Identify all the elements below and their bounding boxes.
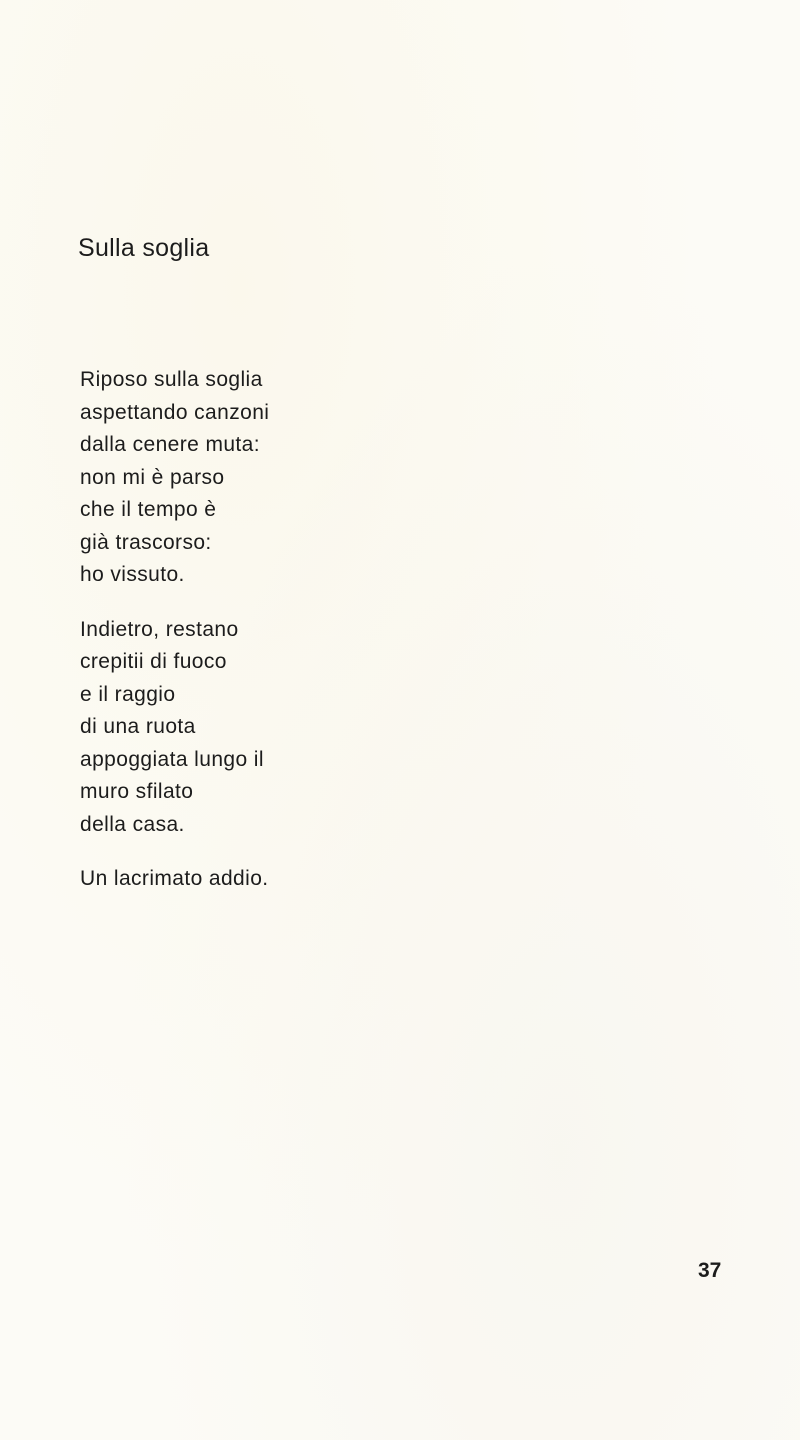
poem-line: già trascorso:	[80, 530, 212, 554]
poem-line: Un lacrimato addio.	[80, 867, 269, 890]
poem-line: che il tempo è	[80, 498, 217, 521]
poem-line: di una ruota	[80, 715, 196, 738]
poem-line: della casa.	[80, 812, 185, 836]
poem-line: dalla cenere muta:	[80, 433, 260, 456]
poem-line: Indietro, restano	[80, 617, 239, 641]
poem-line: Riposo sulla soglia	[80, 368, 263, 391]
poem-line: non mi è parso	[80, 465, 225, 489]
poem-line: aspettando canzoni	[80, 400, 270, 424]
poem-line: ho vissuto.	[80, 563, 185, 586]
poem-line: crepitii di fuoco	[80, 650, 227, 673]
stanza-2	[80, 614, 480, 842]
poem-line: appoggiata lungo il	[80, 747, 264, 771]
poem-body	[80, 364, 480, 918]
poem-line: muro sfilato	[80, 780, 194, 803]
stanza-1	[80, 364, 480, 592]
poem-line: e il raggio	[80, 682, 176, 706]
stanza-3	[80, 863, 480, 896]
poem-title: Sulla soglia	[78, 234, 210, 262]
page-number: 37	[698, 1259, 722, 1282]
